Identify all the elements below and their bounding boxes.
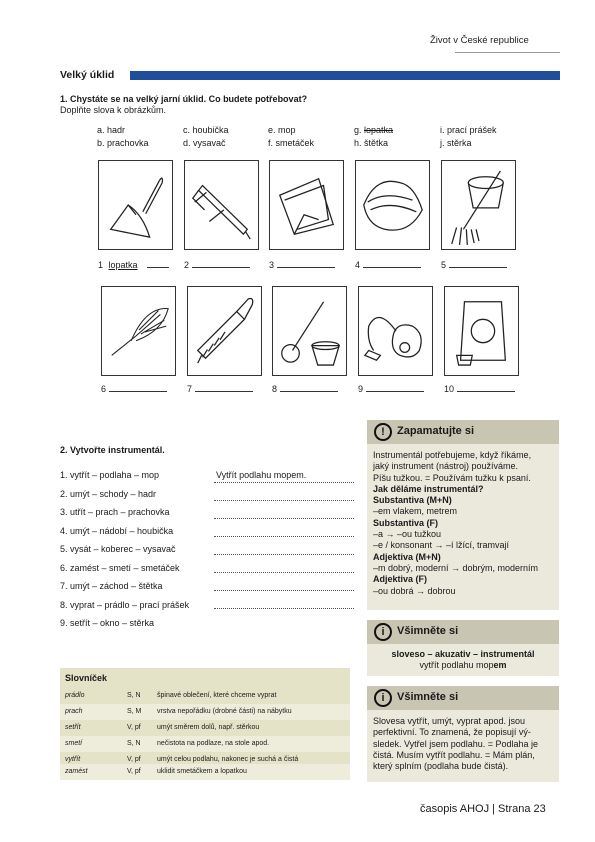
exercise2-row: 7. umýt – záchod – štětka: [60, 581, 163, 591]
exercise2-question: 2. Vytvořte instrumentál.: [60, 445, 165, 455]
answer-4-num: 4: [355, 260, 361, 270]
remember-line: –em vlakem, metrem: [373, 506, 458, 517]
notice-line: vytřít podlahu mopem: [419, 660, 507, 671]
answer-5[interactable]: [441, 258, 507, 270]
exercise2-row: 2. umýt – schody – hadr: [60, 488, 157, 499]
washing-powder-icon: [444, 286, 519, 376]
section-title: Velký úklid: [60, 69, 115, 81]
remember-line: Píšu tužkou. = Používám tužku k psaní.: [373, 472, 531, 483]
remember-line: Adjektiva (M+N): [373, 551, 441, 562]
answer-7-num: 7: [187, 384, 193, 394]
remember-box-title: Zapamatujte si: [397, 425, 475, 437]
word-column-5: [440, 124, 497, 150]
remember-line: Substantiva (M+N): [373, 495, 452, 506]
word-e: e. mop: [268, 125, 296, 135]
remember-box: [367, 420, 559, 610]
vocab-row: vytřít V, pf umýt celou podlahu, nakonec je suchá a čistá: [65, 756, 299, 763]
notice-box-2-body: [373, 716, 553, 772]
exercise1-instruction: Doplňte slova k obrázkům.: [60, 105, 167, 115]
answer-line[interactable]: [214, 536, 354, 537]
word-h: h. štětka: [354, 138, 389, 148]
exercise2-row: 8. vyprat – prádlo – prací prášek: [60, 599, 190, 610]
answer-line[interactable]: [214, 554, 354, 555]
answer-8-num: 8: [272, 384, 278, 394]
answer-1-num: 1: [98, 260, 104, 270]
notice-line: perfektivní. To znamená, že popisují vý-: [373, 727, 531, 738]
word-column-4: [354, 124, 393, 150]
answer-8[interactable]: [272, 382, 338, 394]
vocab-box: [60, 668, 350, 780]
notice-line: Slovesa vytřít, umýt, vyprat apod. jsou: [373, 716, 526, 726]
exercise2-row: 3. utřít – prach – prachovka: [60, 507, 170, 517]
notice-box-1-title: Všimněte si: [397, 625, 459, 637]
answer-4[interactable]: [355, 258, 421, 270]
remember-box-body: [373, 450, 553, 597]
remember-line: –a → –ou tužkou: [373, 529, 442, 540]
notice-line: který splním (podlaha bude čistá).: [373, 761, 509, 772]
answer-7[interactable]: [187, 382, 253, 394]
remember-line: –ou dobrá → dobrou: [373, 585, 456, 596]
answer-line[interactable]: [214, 590, 354, 591]
answer-9-num: 9: [358, 384, 364, 394]
word-d: d. vysavač: [183, 138, 226, 148]
vocab-row: setřít V, pf umýt směrem dolů, např. stěrkou: [65, 724, 260, 731]
answer-10-num: 10: [444, 384, 455, 394]
answer-10[interactable]: [444, 382, 515, 394]
word-g: g. lopatka: [354, 125, 394, 135]
exercise2-row: 1. vytřít – podlaha – mop: [60, 470, 160, 480]
remember-line: Adjektiva (F): [373, 574, 428, 585]
answer-5-num: 5: [441, 260, 447, 270]
remember-line: jaký instrument (nástroj) používáme.: [373, 461, 519, 472]
answer-6-num: 6: [101, 384, 107, 394]
dustpan-icon: [98, 160, 173, 250]
vocab-row: prach S, M vrstva nepořádku (drobné části) na nábytku: [60, 704, 350, 720]
answer-9[interactable]: [358, 382, 424, 394]
word-c: c. houbička: [183, 125, 229, 135]
word-b: b. prachovka: [97, 138, 149, 148]
exercise2-row: 9. setřít – okno – stěrka: [60, 618, 155, 628]
answer-1[interactable]: [98, 258, 169, 270]
notice-line: sledek. Vytřel jsem podlahu. = Podlaha je: [373, 738, 539, 749]
title-bar: [130, 71, 560, 80]
squeegee-icon: [184, 160, 259, 250]
answer-3-num: 3: [269, 260, 275, 270]
notice-box-1-body: [373, 649, 553, 672]
notice-box-1-header: [367, 620, 559, 644]
answer-line[interactable]: [214, 500, 354, 501]
header-rule: [455, 52, 560, 53]
remember-line: –e / konsonant → –í lžící, tramvají: [373, 540, 510, 551]
rag-icon: [355, 160, 430, 250]
info-icon: i: [374, 689, 392, 707]
mop-icon: [441, 160, 516, 250]
vocab-title: Slovníček: [65, 673, 108, 683]
notice-box-2-title: Všimněte si: [397, 691, 459, 703]
answer-6[interactable]: [101, 382, 167, 394]
toilet-brush-icon: [272, 286, 347, 376]
word-column-1: [97, 124, 149, 150]
vacuum-cleaner-icon: [358, 286, 433, 376]
vocab-row: smetí S, N nečistota na podlaze, na stole apod.: [60, 736, 350, 752]
word-i: i. prací prášek: [440, 125, 497, 135]
brush-icon: [187, 286, 262, 376]
notice-box-2-header: [367, 686, 559, 710]
answer-2[interactable]: [184, 258, 250, 270]
exercise2-row: 6. zamést – smetí – smetáček: [60, 562, 180, 573]
exercise1-question: 1. Chystáte se na velký jarní úklid. Co budete potřebovat?: [60, 94, 308, 104]
remember-line: Instrumentál potřebujeme, když říkáme,: [373, 450, 532, 460]
exclamation-icon: !: [374, 423, 392, 441]
vocab-row: prádlo S, N špinavé oblečení, které chceme vyprat: [65, 692, 277, 699]
footer: časopis AHOJ | Strana 23: [420, 803, 546, 815]
answer-line[interactable]: [214, 482, 354, 483]
word-j: j. stěrka: [440, 138, 472, 148]
notice-box-1: [367, 620, 559, 676]
remember-box-header: [367, 420, 559, 444]
answer-2-num: 2: [184, 260, 190, 270]
exercise2-row: 4. umýt – nádobí – houbička: [60, 525, 174, 536]
word-g-crossed: lopatka: [364, 125, 394, 135]
answer-line[interactable]: [214, 518, 354, 519]
word-f: f. smetáček: [268, 138, 315, 148]
notice-line: čistá. Musím vytřít podlahu. = Mám plán,: [373, 749, 535, 760]
remember-line: Substantiva (F): [373, 517, 439, 528]
feather-duster-icon: [101, 286, 176, 376]
answer-line[interactable]: [214, 608, 354, 609]
answer-line[interactable]: [214, 572, 354, 573]
info-icon: i: [374, 623, 392, 641]
running-title: Život v České republice: [430, 35, 529, 46]
cloth-icon: [269, 160, 344, 250]
vocab-row: zamést V, pf uklidit smetáčkem a lopatkou: [60, 764, 350, 780]
remember-line: Jak děláme instrumentál?: [373, 483, 484, 494]
answer-1-value: lopatka: [108, 260, 138, 270]
notice-box-2: [367, 686, 559, 782]
answer-3[interactable]: [269, 258, 335, 270]
notice-line: sloveso – akuzativ – instrumentál: [391, 649, 535, 659]
word-a: a. hadr: [97, 125, 126, 135]
exercise2-list: [60, 470, 210, 637]
exercise2-row: 5. vysát – koberec – vysavač: [60, 544, 176, 554]
remember-line: –m dobrý, moderní → dobrým, moderním: [373, 562, 539, 573]
word-column-2: [183, 124, 229, 150]
word-column-3: [268, 124, 314, 150]
exercise2-example-answer: Vytřít podlahu mopem.: [216, 470, 307, 480]
